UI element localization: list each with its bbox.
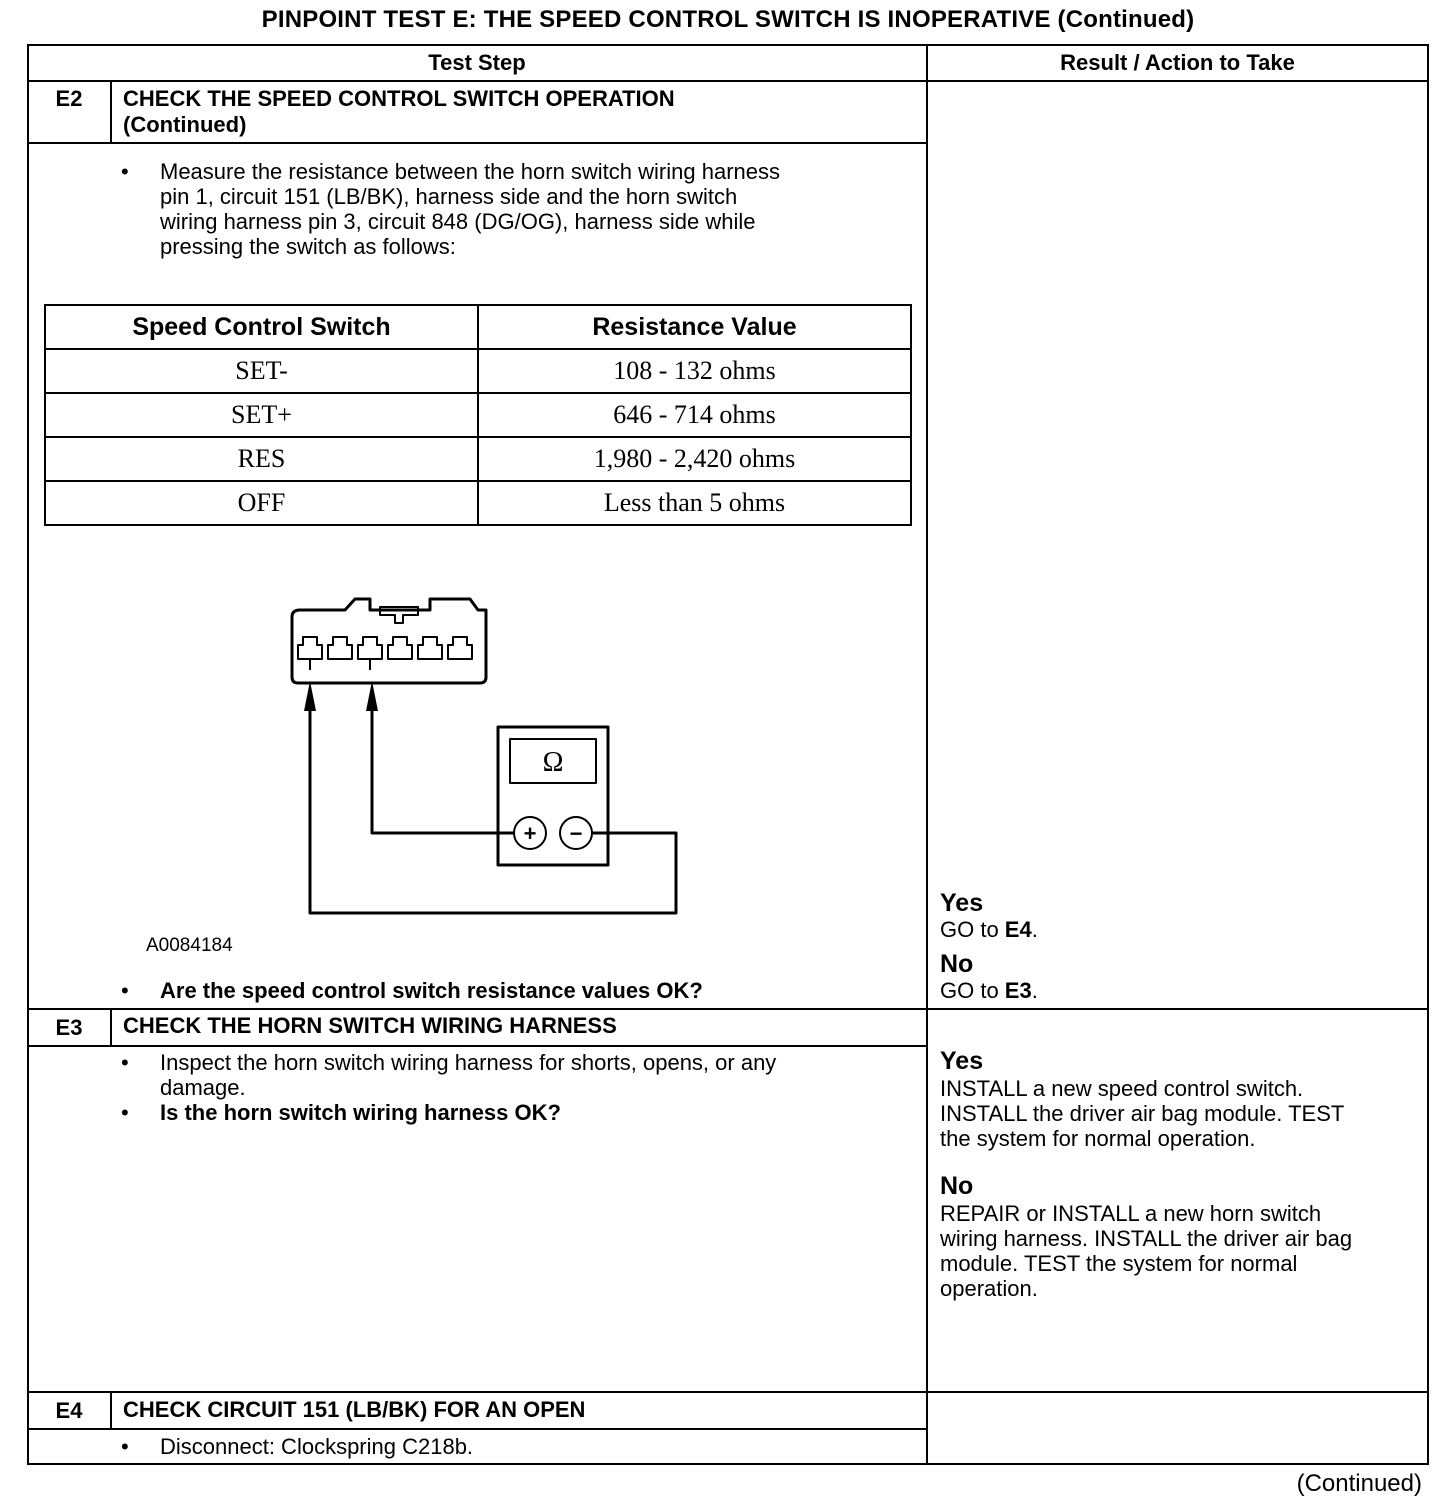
e4-instruction: Disconnect: Clockspring C218b. — [160, 1434, 474, 1459]
e2-no-action-prefix: GO to — [940, 978, 1005, 1003]
column-header-result: Result / Action to Take — [1060, 50, 1295, 75]
resistance-table-header-row — [45, 305, 911, 349]
e3-no-line: REPAIR or INSTALL a new horn switch — [940, 1201, 1322, 1226]
e3-yes-label: Yes — [940, 1047, 984, 1075]
frame-bottom — [27, 1463, 1429, 1465]
frame-top — [27, 44, 1429, 46]
figure-id: A0084184 — [146, 935, 233, 956]
step-heading-e2 — [123, 86, 675, 138]
step-id-e2: E2 — [55, 86, 83, 111]
e3-instruction — [160, 1050, 920, 1100]
e4-id-divider — [110, 1392, 112, 1429]
e2-no-target: E3 — [1004, 978, 1032, 1003]
step-heading-e4: CHECK CIRCUIT 151 (LB/BK) FOR AN OPEN — [123, 1397, 586, 1422]
column-divider — [926, 44, 928, 1465]
e3-id-divider — [110, 1009, 112, 1046]
table-row — [45, 349, 911, 393]
e3-no-text — [940, 1201, 1352, 1301]
e3-no-line: operation. — [940, 1276, 1038, 1301]
table-cell-switch: RES — [45, 437, 478, 481]
table-cell-resistance: 646 - 714 ohms — [478, 393, 911, 437]
table-row — [45, 393, 911, 437]
e2-no-action-suffix: . — [1031, 978, 1038, 1003]
e2-no-action — [940, 978, 1038, 1003]
probe-arrow-pin3 — [366, 681, 378, 711]
e3-top-rule — [27, 1008, 1429, 1010]
e3-question: Is the horn switch wiring harness OK? — [160, 1100, 561, 1125]
e2-yes-action-prefix: GO to — [940, 917, 1005, 942]
table-cell-resistance: 1,980 - 2,420 ohms — [478, 437, 911, 481]
e3-yes-line: the system for normal operation. — [940, 1126, 1256, 1151]
e2-heading-rule — [27, 142, 927, 144]
connector-housing — [292, 599, 486, 683]
header-rule — [27, 80, 1429, 82]
table-row — [45, 481, 911, 525]
e3-yes-line: INSTALL a new speed control switch. — [940, 1076, 1304, 1101]
bullet-icon: • — [121, 159, 129, 184]
step-id-e3: E3 — [55, 1015, 83, 1040]
e3-yes-text — [940, 1076, 1344, 1151]
e2-instruction-line: pin 1, circuit 151 (LB/BK), harness side and the horn switch — [160, 184, 738, 209]
bullet-icon: • — [121, 1434, 129, 1459]
resistance-table-header-switch: Speed Control Switch — [45, 305, 478, 349]
bullet-icon: • — [121, 1100, 129, 1125]
e4-heading-rule — [27, 1428, 927, 1430]
step-id-e4: E4 — [55, 1398, 83, 1423]
page-title: PINPOINT TEST E: THE SPEED CONTROL SWITCH IS INOPERATIVE (Continued) — [261, 6, 1195, 33]
e2-id-divider — [110, 81, 112, 143]
ohm-symbol: Ω — [542, 747, 564, 778]
column-header-test-step: Test Step — [428, 50, 526, 75]
table-cell-switch: SET+ — [45, 393, 478, 437]
e2-instruction-line: pressing the switch as follows: — [160, 234, 456, 259]
e3-no-line: wiring harness. INSTALL the driver air bag — [940, 1226, 1353, 1251]
e3-instruction-line: damage. — [160, 1075, 246, 1100]
e2-yes-label: Yes — [940, 889, 984, 917]
test-lead-pin1 — [310, 695, 676, 913]
e3-instruction-line: Inspect the horn switch wiring harness for shorts, opens, or any — [160, 1050, 777, 1075]
bullet-icon: • — [121, 978, 129, 1003]
minus-symbol: − — [569, 821, 583, 846]
e2-yes-action — [940, 917, 1038, 942]
step-heading-e2-line1: CHECK THE SPEED CONTROL SWITCH OPERATION — [123, 86, 675, 111]
e2-instruction-line: Measure the resistance between the horn switch wiring harness — [160, 159, 780, 184]
e3-no-label: No — [940, 1172, 974, 1200]
connector-ohmmeter-diagram — [260, 585, 720, 925]
e2-yes-target: E4 — [1004, 917, 1032, 942]
connector-pins — [298, 637, 472, 670]
probe-arrow-pin1 — [304, 681, 316, 711]
e2-yes-action-suffix: . — [1031, 917, 1038, 942]
bullet-icon: • — [121, 1050, 129, 1075]
frame-left — [27, 44, 29, 1465]
table-row — [45, 437, 911, 481]
frame-right — [1427, 44, 1429, 1465]
step-heading-e3: CHECK THE HORN SWITCH WIRING HARNESS — [123, 1013, 617, 1038]
plus-symbol: + — [523, 821, 537, 846]
e2-instruction — [160, 159, 920, 259]
table-cell-resistance: 108 - 132 ohms — [478, 349, 911, 393]
e3-no-line: module. TEST the system for normal — [940, 1251, 1298, 1276]
e2-no-label: No — [940, 950, 974, 978]
e2-question: Are the speed control switch resistance values OK? — [160, 978, 703, 1003]
e2-instruction-line: wiring harness pin 3, circuit 848 (DG/OG), harness side while — [160, 209, 756, 234]
footer-continued: (Continued) — [1296, 1470, 1422, 1497]
step-heading-e2-line2: (Continued) — [123, 112, 247, 137]
e3-heading-rule — [27, 1045, 927, 1047]
table-cell-switch: SET- — [45, 349, 478, 393]
test-lead-pin3 — [372, 695, 514, 833]
table-cell-resistance: Less than 5 ohms — [478, 481, 911, 525]
resistance-table-header-value: Resistance Value — [478, 305, 911, 349]
e3-yes-line: INSTALL the driver air bag module. TEST — [940, 1101, 1345, 1126]
e4-top-rule — [27, 1391, 1429, 1393]
table-cell-switch: OFF — [45, 481, 478, 525]
resistance-table — [44, 304, 912, 526]
